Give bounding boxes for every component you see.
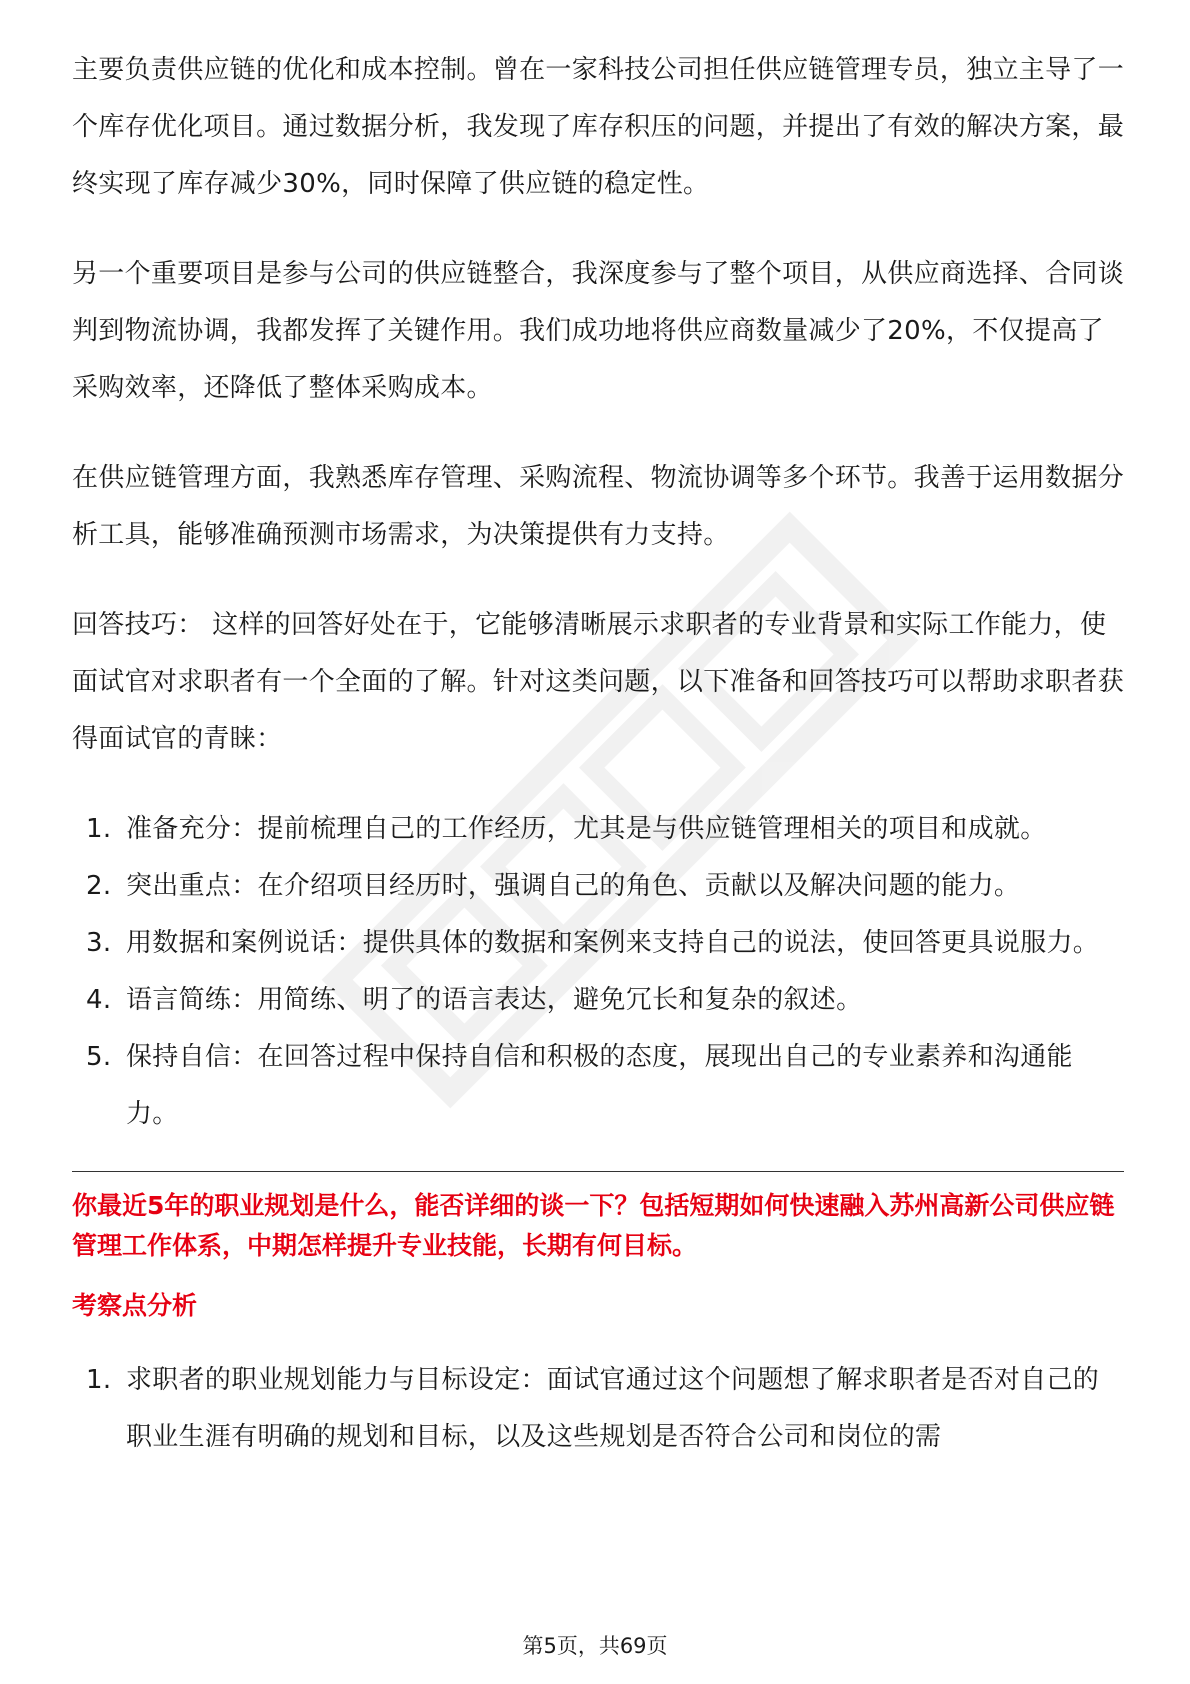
paragraph-supply-chain-skills: 在供应链管理方面，我熟悉库存管理、采购流程、物流协调等多个环节。我善于运用数据分析工具，能够准确预测市场需求，为决策提供有力支持。	[72, 463, 1125, 550]
paragraph-answer-tips: 回答技巧： 这样的回答好处在于，它能够清晰展示求职者的专业背景和实际工作能力，使面试官对求职者有一个全面的了解。针对这类问题，以下准备和回答技巧可以帮助求职者获得面试官的青睐：	[72, 610, 1125, 754]
page-number-footer: 第5页，共69页	[522, 1634, 668, 1658]
list-item-text: 准备充分：提前梳理自己的工作经历，尤其是与供应链管理相关的项目和成就。	[126, 814, 1047, 844]
paragraph-project-inventory: 主要负责供应链的优化和成本控制。曾在一家科技公司担任供应链管理专员，独立主导了一个库存优化项目。通过数据分析，我发现了库存积压的问题，并提出了有效的解决方案，最终实现了库存减少30%，同时保障了供应链的稳定性。	[72, 55, 1125, 199]
main-content	[72, 42, 1124, 1478]
paragraph-project-integration: 另一个重要项目是参与公司的供应链整合，我深度参与了整个项目，从供应商选择、合同谈判到物流协调，我都发挥了关键作用。我们成功地将供应商数量减少了20%，不仅提高了采购效率，还降低了整体采购成本。	[72, 259, 1125, 403]
list-item	[72, 1352, 1124, 1466]
list-item	[72, 801, 1124, 858]
list-item-text: 用数据和案例说话：提供具体的数据和案例来支持自己的说法，使回答更具说服力。	[126, 928, 1100, 958]
list-item-number: 1.	[86, 814, 112, 844]
analysis-list	[72, 1352, 1124, 1466]
list-item	[72, 1029, 1124, 1143]
list-item-number: 5.	[86, 1042, 112, 1072]
list-item-text: 求职者的职业规划能力与目标设定：面试官通过这个问题想了解求职者是否对自己的职业生涯有明确的规划和目标，以及这些规划是否符合公司和岗位的需	[126, 1365, 1100, 1452]
list-item-number: 3.	[86, 928, 112, 958]
list-item-number: 4.	[86, 985, 112, 1015]
section-divider	[72, 1171, 1124, 1172]
tips-list	[72, 801, 1124, 1143]
list-item	[72, 858, 1124, 915]
list-item-text: 语言简练：用简练、明了的语言表达，避免冗长和复杂的叙述。	[126, 985, 863, 1015]
list-item-number: 2.	[86, 871, 112, 901]
list-item	[72, 972, 1124, 1029]
list-item-number: 1.	[86, 1365, 112, 1395]
section-title-analysis: 考察点分析	[72, 1291, 198, 1320]
list-item-text: 突出重点：在介绍项目经历时，强调自己的角色、贡献以及解决问题的能力。	[126, 871, 1021, 901]
interview-question: 你最近5年的职业规划是什么，能否详细的谈一下？包括短期如何快速融入苏州高新公司供应链管理工作体系，中期怎样提升专业技能，长期有何目标。	[72, 1191, 1115, 1260]
list-item	[72, 915, 1124, 972]
list-item-text: 保持自信：在回答过程中保持自信和积极的态度，展现出自己的专业素养和沟通能力。	[126, 1042, 1073, 1129]
